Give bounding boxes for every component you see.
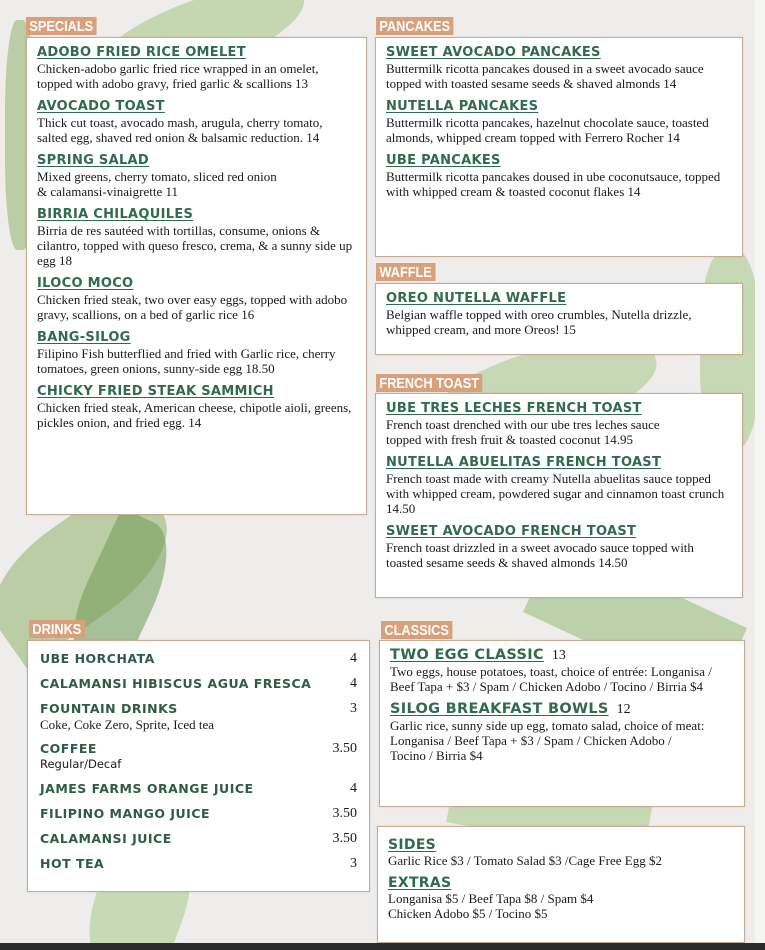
menu-item <box>37 383 356 430</box>
menu-item <box>386 98 732 145</box>
drink-item <box>40 676 357 692</box>
drink-item <box>40 856 357 872</box>
item-name: UBE TRES LECHES FRENCH TOAST <box>386 401 642 416</box>
menu-item <box>386 454 732 516</box>
drink-item <box>40 651 357 667</box>
french-toast-panel <box>375 393 743 598</box>
menu-item <box>388 875 734 921</box>
drink-name: CALAMANSI JUICE <box>40 831 172 846</box>
sides-extras-panel <box>377 826 745 943</box>
item-description: Thick cut toast, avocado mash, arugula, cherry tomato, salted egg, shaved red onion & balsamic reduction. 14 <box>37 115 323 145</box>
item-description: Filipino Fish butterflied and fried with Garlic rice, cherry tomatoes, green onions, sunny-side egg 18.50 <box>37 346 336 376</box>
drink-item <box>40 781 357 797</box>
drink-price: 3 <box>350 856 357 871</box>
page-edge <box>755 0 765 950</box>
menu-item <box>390 647 734 694</box>
item-description: Chicken-adobo garlic fried rice wrapped in an omelet, topped with adobo gravy, fried garlic & scallions 13 <box>37 61 319 91</box>
classics-panel <box>379 640 745 807</box>
item-name: BIRRIA CHILAQUILES <box>37 207 194 222</box>
drink-item <box>40 701 357 732</box>
drink-name: HOT TEA <box>40 856 105 871</box>
section-tab-french-toast: FRENCH TOAST <box>376 374 482 392</box>
menu-item <box>390 701 734 763</box>
menu-item <box>386 523 732 570</box>
menu-item <box>37 98 356 145</box>
drink-subtext: Coke, Coke Zero, Sprite, Iced tea <box>40 717 214 732</box>
item-name: NUTELLA ABUELITAS FRENCH TOAST <box>386 455 662 470</box>
item-name: OREO NUTELLA WAFFLE <box>386 291 567 306</box>
drink-item <box>40 831 357 847</box>
menu-item <box>386 290 732 337</box>
item-price: 12 <box>616 702 631 717</box>
menu-item <box>37 206 356 268</box>
drink-name: CALAMANSI HIBISCUS AGUA FRESCA <box>40 676 312 691</box>
item-description: Chicken fried steak, two over easy eggs, topped with adobo gravy, scallions, on a bed of garlic rice 16 <box>37 292 348 322</box>
drink-name: FOUNTAIN DRINKS <box>40 701 178 716</box>
section-tab-drinks: DRINKS <box>29 620 85 638</box>
item-name: UBE PANCAKES <box>386 153 501 168</box>
pancakes-panel <box>375 37 743 257</box>
item-name: SIDES <box>388 837 437 853</box>
item-description: Longanisa $5 / Beef Tapa $8 / Spam $4 Chicken Adobo $5 / Tocino $5 <box>388 891 594 921</box>
item-name: NUTELLA PANCAKES <box>386 99 539 114</box>
drink-price: 4 <box>350 676 357 691</box>
item-name: BANG-SILOG <box>37 330 131 345</box>
item-description: French toast drizzled in a sweet avocado sauce topped with toasted sesame seeds & shaved almonds 14.50 <box>386 540 694 570</box>
item-description: Belgian waffle topped with oreo crumbles, Nutella drizzle, whipped cream, and more Oreos! 15 <box>386 307 692 337</box>
drink-price: 3.50 <box>332 741 357 756</box>
item-name: TWO EGG CLASSIC <box>390 647 544 663</box>
specials-panel <box>26 37 367 515</box>
item-name: AVOCADO TOAST <box>37 99 165 114</box>
menu-item <box>388 837 734 868</box>
menu-item <box>37 275 356 322</box>
menu-item <box>37 44 356 91</box>
item-description: Birria de res sautéed with tortillas, consume, onions & cilantro, topped with queso fresco, crema, & a sunny side up egg 18 <box>37 223 353 268</box>
item-name: SILOG BREAKFAST BOWLS <box>390 701 609 717</box>
item-name: ILOCO MOCO <box>37 276 134 291</box>
drink-price: 4 <box>350 781 357 796</box>
item-name: EXTRAS <box>388 875 452 891</box>
section-tab-specials: SPECIALS <box>26 17 97 35</box>
item-description: Garlic Rice $3 / Tomato Salad $3 /Cage Free Egg $2 <box>388 853 662 868</box>
item-description: French toast made with creamy Nutella abuelitas sauce topped with whipped cream, powdered sugar and cinnamon toast crunch 14.50 <box>386 471 725 516</box>
item-name: SWEET AVOCADO FRENCH TOAST <box>386 524 637 539</box>
section-tab-pancakes: PANCAKES <box>376 17 453 35</box>
drink-subtext: Regular/Decaf <box>40 757 122 771</box>
item-name: SPRING SALAD <box>37 153 149 168</box>
item-description: Garlic rice, sunny side up egg, tomato salad, choice of meat: Longanisa / Beef Tapa + $3 / Spam / Chicken Adobo / Tocino / Birria $4 <box>390 718 705 763</box>
drink-price: 3.50 <box>332 831 357 846</box>
drink-name: FILIPINO MANGO JUICE <box>40 806 211 821</box>
menu-item <box>386 44 732 91</box>
item-description: French toast drenched with our ube tres leches sauce topped with fresh fruit & toasted coconut 14.95 <box>386 417 660 447</box>
item-description: Two eggs, house potatoes, toast, choice of entrée: Longanisa / Beef Tapa + $3 / Spam / Chicken Adobo / Tocino / Birria $4 <box>390 664 712 694</box>
drink-item <box>40 741 357 772</box>
item-name: CHICKY FRIED STEAK SAMMICH <box>37 384 274 399</box>
item-description: Mixed greens, cherry tomato, sliced red onion & calamansi-vinaigrette 11 <box>37 169 277 199</box>
bottom-bar <box>0 943 765 950</box>
item-name: ADOBO FRIED RICE OMELET <box>37 45 246 60</box>
drink-name: COFFEE <box>40 741 97 756</box>
drink-name: JAMES FARMS ORANGE JUICE <box>40 781 254 796</box>
item-description: Buttermilk ricotta pancakes doused in ube coconutsauce, topped with whipped cream & toasted coconut flakes 14 <box>386 169 721 199</box>
menu-item <box>386 152 732 199</box>
menu-item <box>37 152 356 199</box>
waffle-panel <box>375 283 743 355</box>
drink-price: 4 <box>350 651 357 666</box>
menu-item <box>37 329 356 376</box>
drinks-panel <box>27 640 370 892</box>
drink-name: UBE HORCHATA <box>40 651 155 666</box>
drink-price: 3 <box>350 701 357 716</box>
menu-item <box>386 400 732 447</box>
drink-item <box>40 806 357 822</box>
item-name: SWEET AVOCADO PANCAKES <box>386 45 601 60</box>
item-description: Buttermilk ricotta pancakes, hazelnut chocolate sauce, toasted almonds, whipped cream topped with Ferrero Rocher 14 <box>386 115 709 145</box>
item-price: 13 <box>551 648 566 663</box>
item-description: Buttermilk ricotta pancakes doused in a sweet avocado sauce topped with toasted sesame seeds & shaved almonds 14 <box>386 61 704 91</box>
section-tab-waffle: WAFFLE <box>376 263 435 281</box>
item-description: Chicken fried steak, American cheese, chipotle aioli, greens, pickles onion, and fried egg. 14 <box>37 400 352 430</box>
drink-price: 3.50 <box>332 806 357 821</box>
section-tab-classics: CLASSICS <box>381 621 452 639</box>
